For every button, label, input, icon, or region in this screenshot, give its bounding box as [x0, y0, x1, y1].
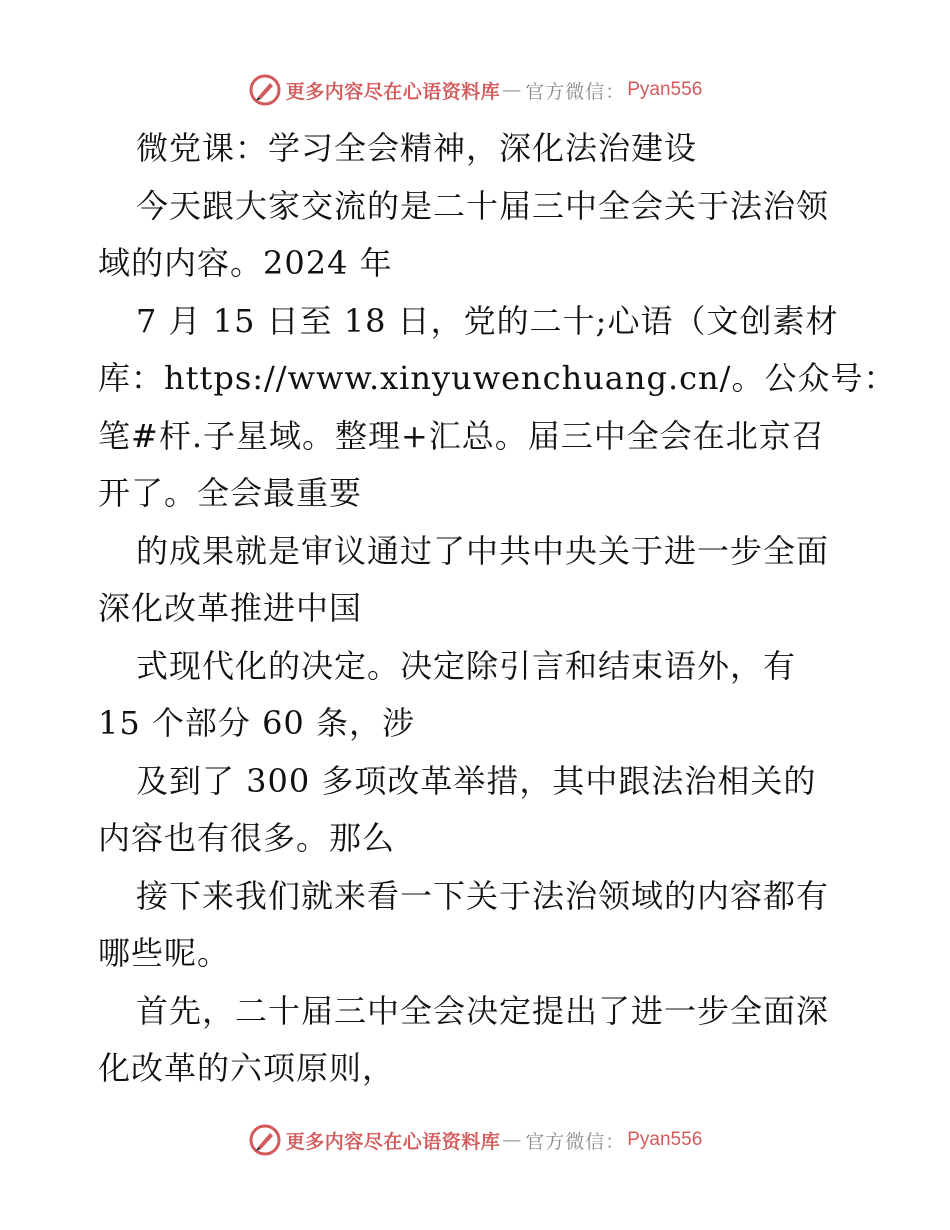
paragraph-line: 的成果就是审议通过了中共中央关于进一步全面 — [136, 531, 830, 570]
banner-main-text: 更多内容尽在心语资料库 — [285, 80, 501, 103]
paragraph-line: 式现代化的决定。决定除引言和结束语外，有 — [136, 646, 797, 685]
paragraph-line: 哪些呢。 — [98, 934, 231, 972]
banner-wechat-id: Pyan556 — [627, 79, 703, 100]
pen-logo-icon — [248, 1123, 282, 1157]
paragraph-line: 深化改革推进中国 — [98, 589, 363, 627]
footer-banner — [0, 1120, 950, 1160]
banner-dash: — — [502, 1129, 522, 1151]
paragraph-line: 库：https://www.xinyuwenchuang.cn/。公众号： — [98, 359, 897, 397]
pen-logo-icon — [248, 73, 282, 107]
banner-official-label: 官方微信： — [525, 80, 626, 103]
paragraph-line: 今天跟大家交流的是二十届三中全会关于法治领 — [136, 186, 830, 225]
banner-official-label: 官方微信： — [525, 1130, 626, 1153]
document-body — [98, 120, 897, 1098]
header-banner — [0, 70, 950, 110]
paragraph-line: 内容也有很多。那么 — [98, 819, 396, 857]
paragraph-line: 化改革的六项原则， — [98, 1049, 396, 1087]
banner-dash: — — [502, 79, 522, 101]
paragraph-line: 开了。全会最重要 — [98, 474, 363, 512]
paragraph-line: 7 月 15 日至 18 日，党的二十;心语（文创素材 — [136, 301, 839, 340]
paragraph-line: 笔#杆.子星域。整理+汇总。届三中全会在北京召 — [98, 416, 825, 455]
paragraph-line: 及到了 300 多项改革举措，其中跟法治相关的 — [136, 761, 817, 800]
banner-wechat-id: Pyan556 — [627, 1129, 703, 1150]
paragraph-line: 接下来我们就来看一下关于法治领域的内容都有 — [136, 876, 830, 915]
paragraph-line: 域的内容。2024 年 — [98, 244, 393, 282]
banner-main-text: 更多内容尽在心语资料库 — [285, 1130, 501, 1153]
paragraph-line: 首先，二十届三中全会决定提出了进一步全面深 — [136, 991, 830, 1030]
doc-title: 微党课：学习全会精神，深化法治建设 — [136, 129, 698, 167]
paragraph-line: 15 个部分 60 条，涉 — [98, 704, 415, 742]
